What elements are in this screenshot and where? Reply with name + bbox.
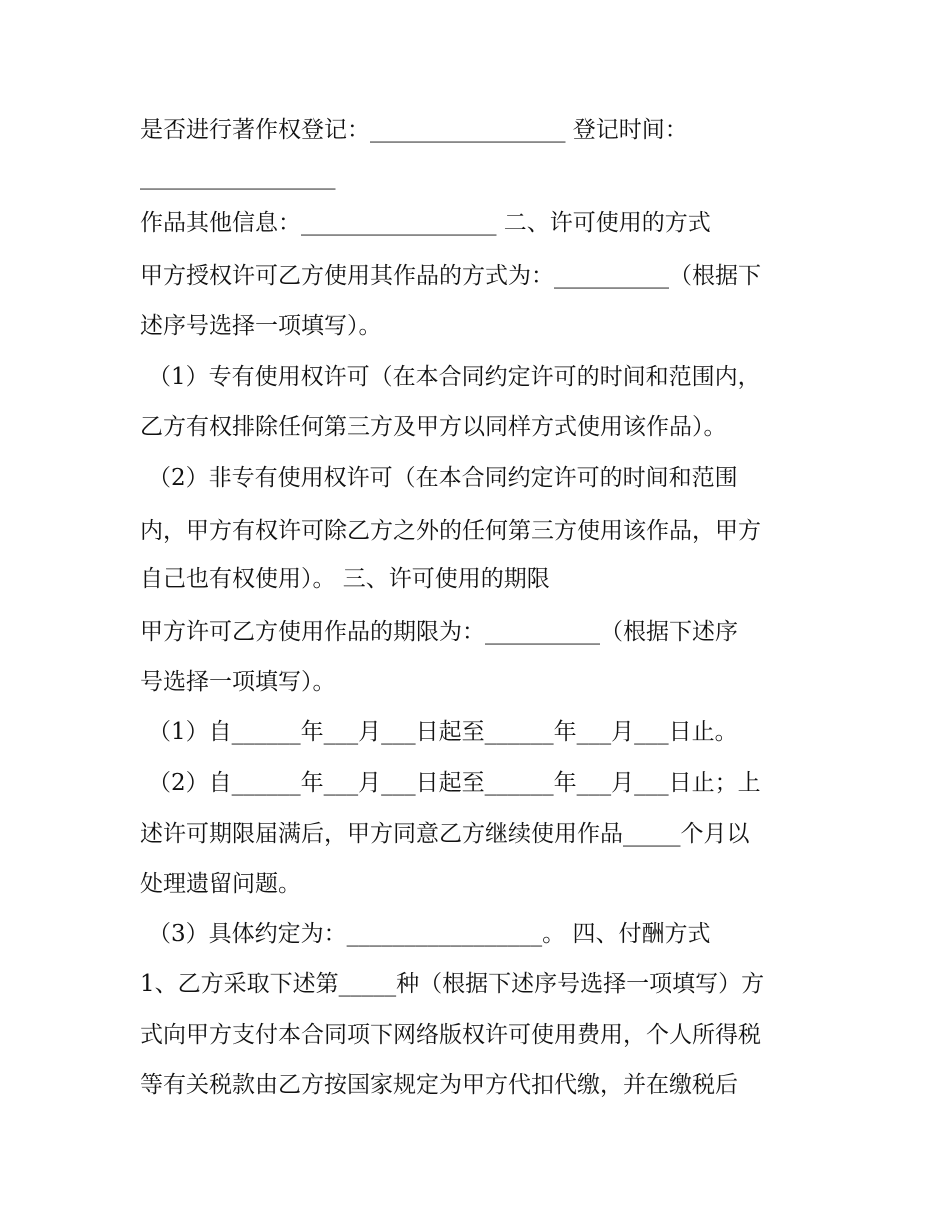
line-period-option-1: （1）自______年___月___日起至______年___月___日止。 <box>148 719 738 745</box>
line-payment-method-tax: 等有关税款由乙方按国家规定为甲方代扣代缴，并在缴税后 <box>140 1072 738 1098</box>
line-copyright-registration: 是否进行著作权登记：_________________ 登记时间： <box>140 117 688 143</box>
line-exclusive-license: （1）专有使用权许可（在本合同约定许可的时间和范围内， <box>148 364 761 390</box>
line-period-option-2-cont: 述许可期限届满后，甲方同意乙方继续使用作品_____个月以 <box>140 821 750 847</box>
line-license-period: 甲方许可乙方使用作品的期限为：__________（根据下述序 <box>140 619 738 645</box>
line-license-method-cont: 述序号选择一项填写）。 <box>140 313 382 339</box>
line-license-period-cont: 号选择一项填写）。 <box>140 669 336 695</box>
line-license-method: 甲方授权许可乙方使用其作品的方式为：__________（根据下 <box>140 263 761 289</box>
line-other-info: 作品其他信息：_________________ 二、许可使用的方式 <box>140 210 711 236</box>
line-payment-method-cont: 式向甲方支付本合同项下网络版权许可使用费用，个人所得税 <box>140 1022 761 1048</box>
line-period-option-2: （2）自______年___月___日起至______年___月___日止；上 <box>148 770 761 796</box>
line-period-option-2-end: 处理遗留问题。 <box>140 871 301 897</box>
line-nonexclusive-license: （2）非专有使用权许可（在本合同约定许可的时间和范围 <box>148 465 738 491</box>
line-registration-date-blank: _________________ <box>140 164 336 190</box>
line-nonexclusive-license-cont: 内，甲方有权许可除乙方之外的任何第三方使用该作品，甲方 <box>140 518 761 544</box>
line-exclusive-license-cont: 乙方有权排除任何第三方及甲方以同样方式使用该作品）。 <box>140 414 727 440</box>
line-period-option-3: （3）具体约定为：_________________。 四、付酬方式 <box>148 921 711 947</box>
line-payment-method: 1、乙方采取下述第_____种（根据下述序号选择一项填写）方 <box>140 971 765 997</box>
line-license-period-heading: 自己也有权使用）。 三、许可使用的期限 <box>140 566 550 592</box>
